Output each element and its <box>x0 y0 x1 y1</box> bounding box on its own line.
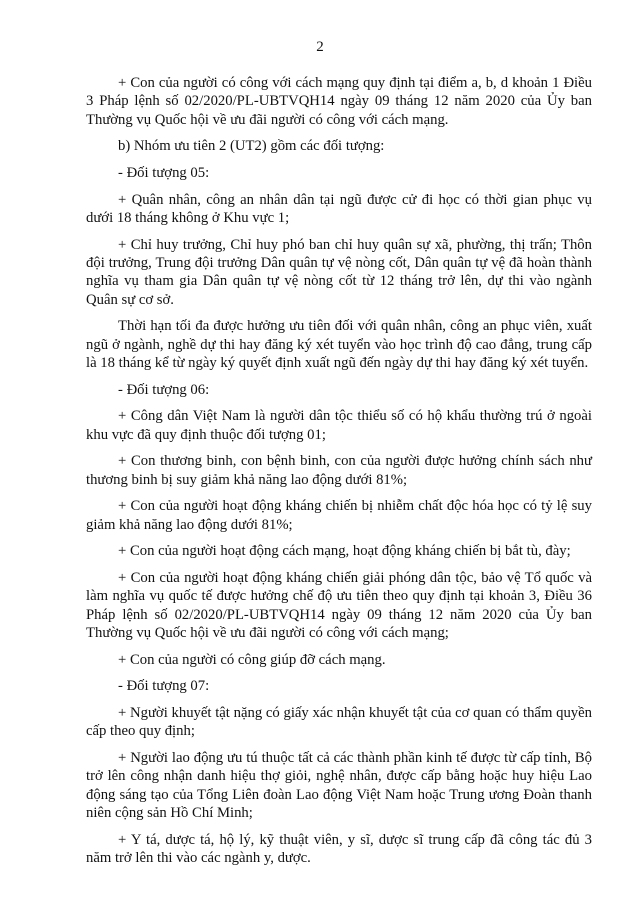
paragraph: - Đối tượng 07: <box>118 678 210 695</box>
paragraph: + Quân nhân, công an nhân dân tại ngũ được cử đi học có thời gian phục vụ dưới 18 tháng không ở Khu vực 1; <box>86 191 592 226</box>
paragraph: + Người lao động ưu tú thuộc tất cả các thành phần kinh tế được từ cấp tỉnh, Bộ trở lên công nhận danh hiệu thợ giỏi, nghệ nhân, được cấp bằng hoặc huy hiệu Lao động sáng tạo của Tổng Liên đoàn Lao động Việt Nam hoặc Trung ương Đoàn thanh niên cộng sản Hồ Chí Minh; <box>86 750 592 822</box>
paragraph: + Công dân Việt Nam là người dân tộc thiểu số có hộ khẩu thường trú ở ngoài khu vực đã quy định thuộc đối tượng 01; <box>86 408 592 443</box>
paragraph: + Con của người hoạt động kháng chiến bị nhiễm chất độc hóa học có tỷ lệ suy giảm khả năng lao động dưới 81%; <box>86 498 592 533</box>
paragraph: + Con của người có công giúp đỡ cách mạng. <box>118 651 386 668</box>
paragraph: + Người khuyết tật nặng có giấy xác nhận khuyết tật của cơ quan có thẩm quyền cấp theo quy định; <box>86 705 592 740</box>
paragraph: + Con của người có công với cách mạng quy định tại điểm a, b, d khoản 1 Điều 3 Pháp lệnh số 02/2020/PL-UBTVQH14 ngày 09 tháng 12 năm 2020 của Ủy ban Thường vụ Quốc hội về ưu đãi người có công với cách mạng. <box>86 75 592 128</box>
document-body <box>86 74 592 876</box>
paragraph: + Con của người hoạt động kháng chiến giải phóng dân tộc, bảo vệ Tổ quốc và làm nghĩa vụ quốc tế được hưởng chế độ ưu tiên theo quy định tại khoản 3, Điều 36 Pháp lệnh số 02/2020/PL-UBTVQH14 ngày 09 tháng 12 năm 2020 của Ủy ban Thường vụ Quốc hội về ưu đãi người có công với cách mạng; <box>86 570 592 642</box>
paragraph: + Chỉ huy trưởng, Chỉ huy phó ban chỉ huy quân sự xã, phường, thị trấn; Thôn đội trưởng, Trung đội trưởng Dân quân tự vệ nòng cốt, Dân quân tự vệ đã hoàn thành nghĩa vụ tham gia Dân quân tự vệ nòng cốt từ 12 tháng trở lên, dự thi vào ngành Quân sự cơ sở. <box>86 236 592 308</box>
paragraph: + Y tá, dược tá, hộ lý, kỹ thuật viên, y sĩ, dược sĩ trung cấp đã công tác đủ 3 năm trở lên thi vào các ngành y, dược. <box>86 831 592 867</box>
paragraph: + Con thương binh, con bệnh binh, con của người được hưởng chính sách như thương binh bị suy giảm khả năng lao động dưới 81%; <box>86 453 592 488</box>
paragraph: + Con của người hoạt động cách mạng, hoạt động kháng chiến bị bắt tù, đày; <box>118 543 571 560</box>
page-number: 2 <box>316 39 324 55</box>
paragraph: - Đối tượng 06: <box>118 381 210 398</box>
paragraph: - Đối tượng 05: <box>118 165 210 181</box>
paragraph: b) Nhóm ưu tiên 2 (UT2) gồm các đối tượng: <box>118 138 385 155</box>
paragraph: Thời hạn tối đa được hưởng ưu tiên đối với quân nhân, công an phục viên, xuất ngũ ở ngành, nghề dự thi hay đăng ký xét tuyển vào học trình độ cao đẳng, trung cấp là 18 tháng kể từ ngày ký quyết định xuất ngũ đến ngày dự thi hay đăng ký xét tuyển. <box>86 318 592 372</box>
